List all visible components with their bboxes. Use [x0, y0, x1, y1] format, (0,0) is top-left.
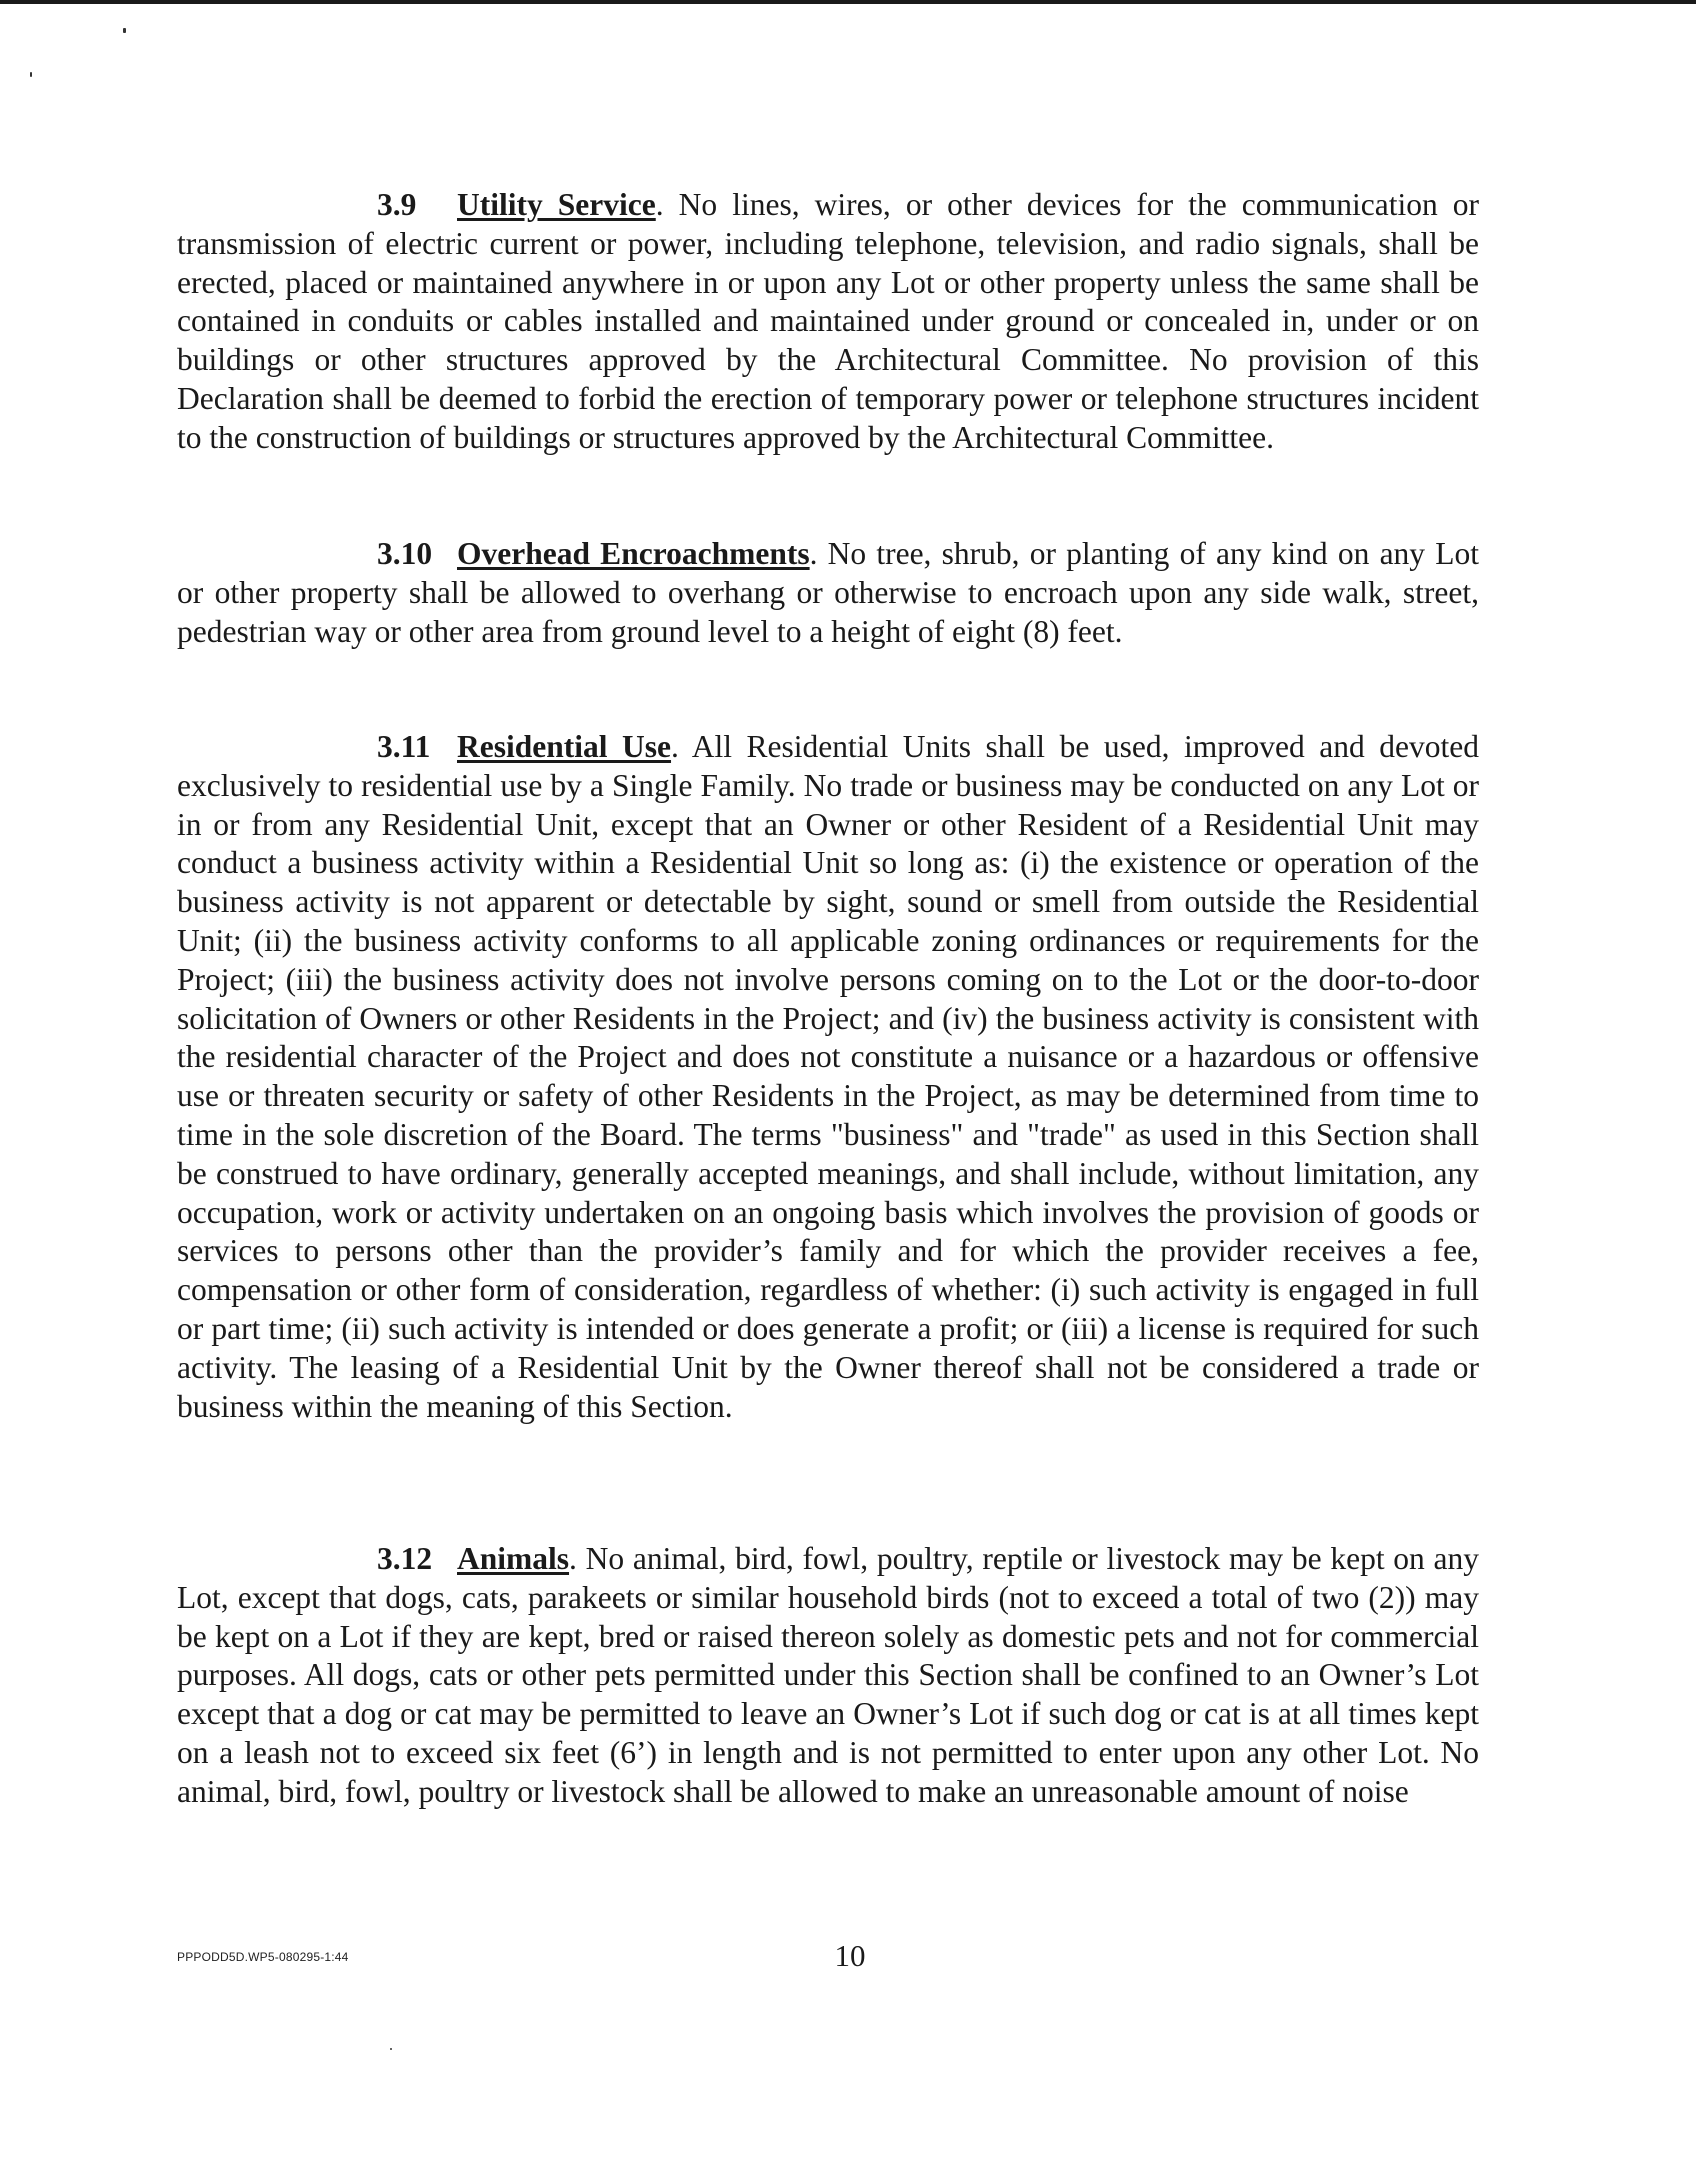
section-body: . No animal, bird, fowl, poultry, reptile or livestock may be kept on any Lot, except that dogs, cats, parakeets or similar household birds (not to exceed a total of two (2)) may be kept on a Lot if they are kept, bred or raised thereon solely as domestic pets and not for commercial purposes. All dogs, cats or other pets permitted under this Section shall be confined to an Owner’s Lot except that a dog or cat may be permitted to leave an Owner’s Lot if such dog or cat is at all times kept on a leash not to exceed six feet (6’) in length and is not permitted to enter upon any other Lot. No animal, bird, fowl, poultry or livestock shall be allowed to make an unreasonable amount of noise	[177, 1541, 1479, 1809]
page-number: 10	[834, 1938, 866, 1973]
section-title: Overhead Encroachments	[457, 536, 810, 571]
section-title: Utility Service	[457, 187, 656, 222]
section-number: 3.9	[377, 187, 417, 222]
scan-speck	[390, 2048, 392, 2050]
section-body: . No tree, shrub, or planting of any kind on any Lot or other property shall be allowed to overhang or otherwise to encroach upon any side walk, street, pedestrian way or other area from ground level to a height of eight (8) feet.	[177, 536, 1479, 649]
scan-speck	[30, 72, 32, 77]
section-number: 3.10	[377, 536, 433, 571]
section-title: Residential Use	[457, 729, 672, 764]
section-body: . No lines, wires, or other devices for the communication or transmission of electric current or power, including telephone, television, and radio signals, shall be erected, placed or maintained anywhere in or upon any Lot or other property unless the same shall be contained in conduits or cables installed and maintained under ground or concealed in, under or on buildings or other structures approved by the Architectural Committee. No provision of this Declaration shall be deemed to forbid the erection of temporary power or telephone structures incident to the construction of buildings or structures approved by the Architectural Committee.	[177, 187, 1479, 455]
section-3-12-animals	[177, 1540, 1479, 1812]
scan-speck	[123, 28, 126, 33]
section-3-11-residential-use	[177, 728, 1479, 1426]
section-3-10-overhead-encroachments	[177, 535, 1479, 651]
top-edge-rule	[0, 0, 1696, 4]
section-number: 3.11	[377, 729, 431, 764]
section-title: Animals	[457, 1541, 570, 1576]
section-number: 3.12	[377, 1541, 433, 1576]
section-3-9-utility-service	[177, 186, 1479, 458]
footer-file-code: PPPODD5D.WP5-080295-1:44	[177, 1950, 349, 1964]
section-body: . All Residential Units shall be used, improved and devoted exclusively to residential use by a Single Family. No trade or business may be conducted on any Lot or in or from any Residential Unit, except that an Owner or other Resident of a Residential Unit may conduct a business activity within a Residential Unit so long as: (i) the existence or operation of the business activity is not apparent or detectable by sight, sound or smell from outside the Residential Unit; (ii) the business activity conforms to all applicable zoning ordinances or requirements for the Project; (iii) the business activity does not involve persons coming on to the Lot or the door-to-door solicitation of Owners or other Residents in the Project; and (iv) the business activity is consistent with the residential character of the Project and does not constitute a nuisance or a hazardous or offensive use or threaten security or safety of other Residents in the Project, as may be determined from time to time in the sole discretion of the Board. The terms "business" and "trade" as used in this Section shall be construed to have ordinary, generally accepted meanings, and shall include, without limitation, any occupation, work or activity undertaken on an ongoing basis which involves the provision of goods or services to persons other than the provider’s family and for which the provider receives a fee, compensation or other form of consideration, regardless of whether: (i) such activity is engaged in full or part time; (ii) such activity is intended or does generate a profit; or (iii) a license is required for such activity. The leasing of a Residential Unit by the Owner thereof shall not be considered a trade or business within the meaning of this Section.	[177, 729, 1479, 1424]
